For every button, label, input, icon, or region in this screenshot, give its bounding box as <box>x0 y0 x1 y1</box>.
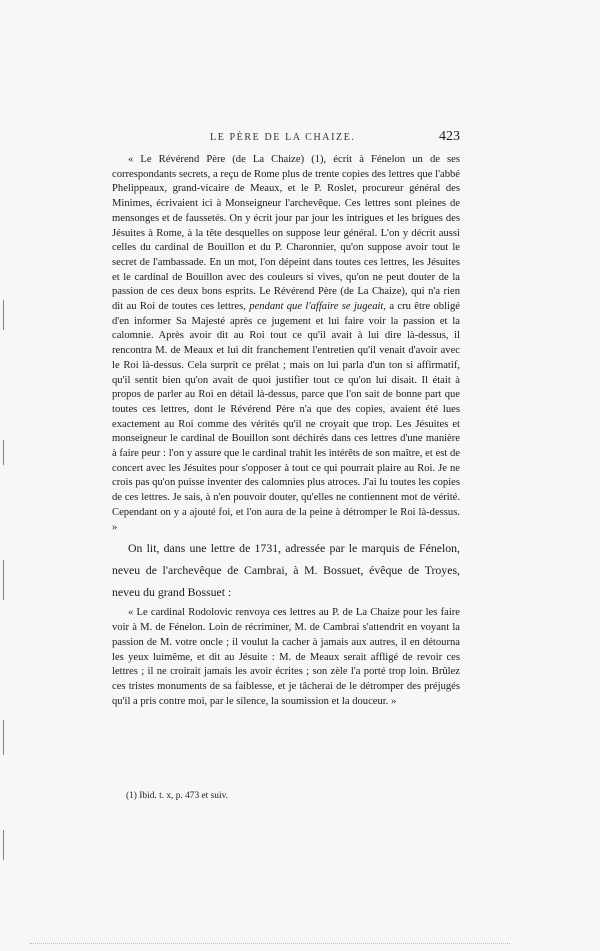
page-header <box>112 129 460 145</box>
italic-phrase: pendant que l'affaire se jugeait, <box>249 301 387 313</box>
footnote: (1) Ibid. t. x, p. 473 et suiv. <box>126 791 228 801</box>
scan-edge-marks <box>30 943 510 947</box>
paragraph-text: « Le Révérend Père (de La Chaize) (1), écrit à Fénelon un de ses correspondants secrets, a reçu de Rome plus de trente copies des lettres que l'abbé Phelippeaux, grand-vicaire de Meaux, et le P. Roslet, procureur général des Minimes, écrivaient ici à Monseigneur l'archevêque. Ces lettres sont pleines de mensonges et de faussetés. On y écrit jour par jour les intrigues et les brigues des Jésuites à Rome, à la tête desquelles on suppose leur général. L'on y décrit aussi celles du cardinal de Bouillon et du P. Charonnier, qu'on suppose avoir tout le secret de l'ambassade. En un mot, l'on dépeint dans toutes ces lettres, les Jésuites et le cardinal de Bouillon avec des couleurs si vives, qu'on ne peut douter de la passion de ces deux bons esprits. Le Révérend Père (de La Chaize), qui n'a rien dit au Roi de toutes ces lettres, <box>112 154 460 313</box>
running-title: LE PÈRE DE LA CHAIZE. <box>210 132 356 143</box>
paragraph-quote-2: « Le cardinal Rodolovic renvoya ces lettres au P. de La Chaize pour les faire voir à M. de Fénelon. Loin de récriminer, M. de Cambrai s'attendrit en voyant la passion de M. votre oncle ; il voulut la cacher à jamais aux autres, il en détourna les yeux luimême, et dit au Jésuite : M. de Meaux serait affligé de revoir ces lettres ; il ne croirait jamais les avoir écrites ; son zèle l'a porté trop loin. Brûlez ces tristes monuments de sa faiblesse, et je tâcherai de le détromper des préjugés qu'il a pris contre moi, par le silence, la soumission et la douceur. » <box>112 607 460 707</box>
body-text <box>112 153 460 709</box>
margin-scan-line <box>3 830 4 860</box>
paragraph-narrative: On lit, dans une lettre de 1731, adressée par le marquis de Fénelon, neveu de l'archevêque de Cambrai, à M. Bossuet, évêque de Troyes, neveu du grand Bossuet : <box>112 541 460 599</box>
page-number: 423 <box>439 129 460 144</box>
paragraph-quote-1 <box>112 153 460 535</box>
margin-scan-line <box>3 720 4 755</box>
paragraph-text: a cru être obligé d'en informer Sa Majesté après ce jugement et lui faire voir la passion et la calomnie. Après avoir dit au Roi tout ce qu'il avait à lui dire là-dessus, il rencontra M. de Meaux et lui dit franchement l'entretien qu'il venait d'avoir avec le Roi là-dessus. Cela surprit ce prélat ; mais on lui parla d'un ton si affirmatif, qu'il sentit bien qu'on avait de quoi justifier tout ce qu'on lui disait. Il était à propos de parler au Roi en détail là-dessus, parce que l'on sait de bonne part que toutes ces lettres, dont le Révérend Père n'a que des copies, avaient été lues exactement au Roi comme des vérités qu'il ne croyait que trop. Les Jésuites et monseigneur le cardinal de Bouillon sont déchirés dans ces lettres d'une manière à faire peur : l'on y assure que le cardinal trahit les intérêts de son maître, et est de concert avec les Jésuites pour s'opposer à tout ce qui pourrait plaire au Roi. Je ne crois pas qu'on puisse inventer des calomnies plus atroces. J'ai lu toutes les copies de ces lettres. Je sais, à n'en pouvoir douter, qu'elles ne contiennent mot de vérité. Cependant on y a ajouté foi, et l'on aura de la peine à détromper le Roi là-dessus. » <box>112 301 460 533</box>
margin-scan-line <box>3 560 4 600</box>
margin-scan-line <box>3 300 4 330</box>
margin-scan-line <box>3 440 4 465</box>
